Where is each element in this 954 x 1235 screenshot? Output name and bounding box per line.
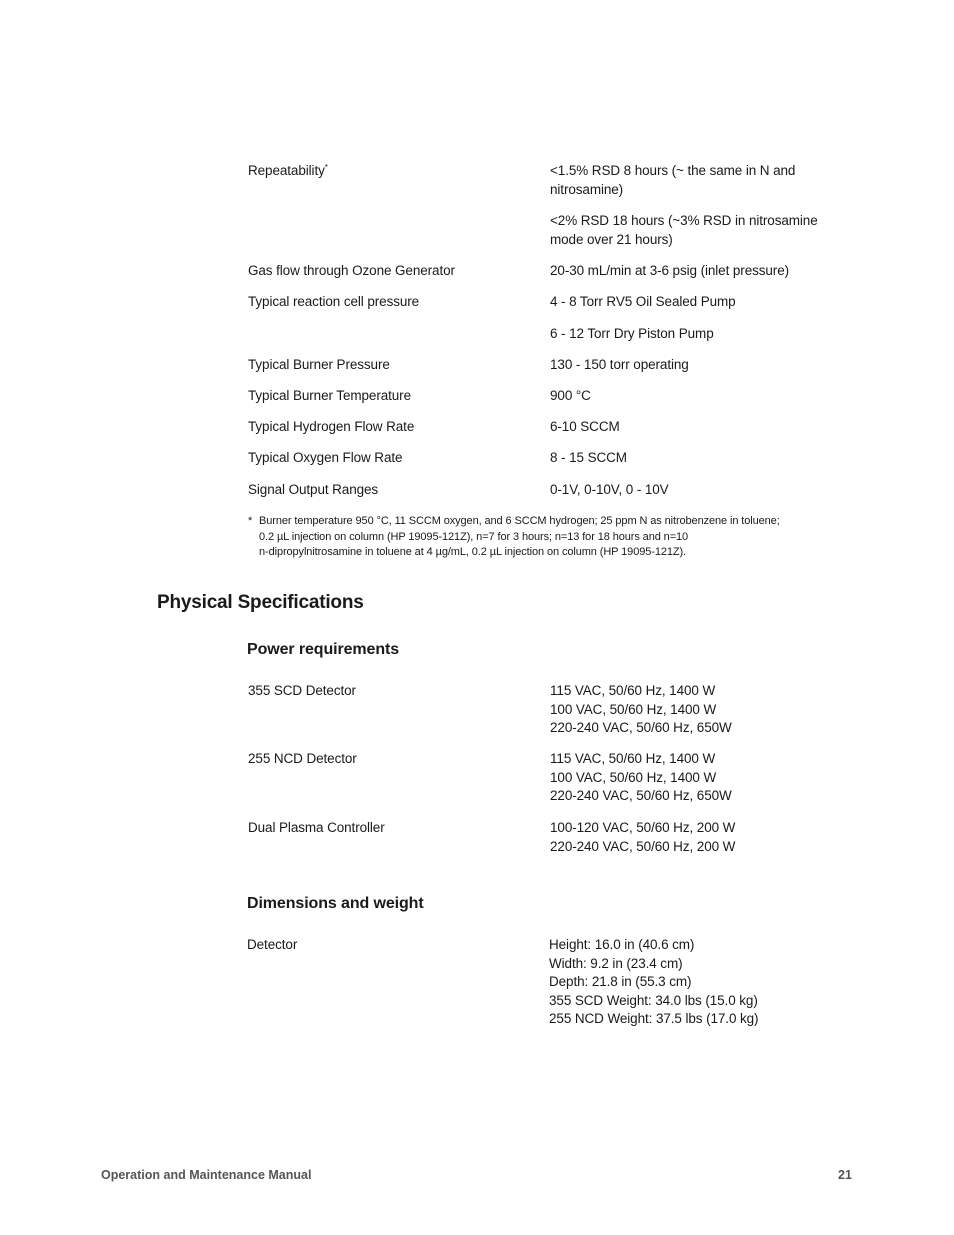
- power-values-dual-plasma-controller: 100-120 VAC, 50/60 Hz, 200 W 220-240 VAC, 50/60 Hz, 200 W: [550, 820, 736, 854]
- power-label-355-scd: 355 SCD Detector: [248, 683, 356, 698]
- dimensions-values-detector: Height: 16.0 in (40.6 cm) Width: 9.2 in (23.4 cm) Depth: 21.8 in (55.3 cm) 355 SCD Weight: 34.0 lbs (15.0 kg) 255 NCD Weight: 37.5 lbs (17.0 kg): [549, 937, 759, 1026]
- spec-value-signal-output: 0-1V, 0-10V, 0 - 10V: [550, 482, 669, 497]
- power-values-355-scd: 115 VAC, 50/60 Hz, 1400 W 100 VAC, 50/60 Hz, 1400 W 220-240 VAC, 50/60 Hz, 650W: [550, 683, 732, 735]
- footnote-marker: *: [248, 515, 253, 527]
- footer-manual-title: Operation and Maintenance Manual: [101, 1168, 312, 1182]
- power-values-255-ncd: 115 VAC, 50/60 Hz, 1400 W 100 VAC, 50/60 Hz, 1400 W 220-240 VAC, 50/60 Hz, 650W: [550, 751, 732, 803]
- spec-label-repeatability: Repeatability*: [248, 163, 328, 178]
- spec-value-burner-pressure: 130 - 150 torr operating: [550, 357, 689, 372]
- spec-label-reaction-cell-pressure: Typical reaction cell pressure: [248, 294, 420, 309]
- spec-label-burner-pressure: Typical Burner Pressure: [248, 357, 390, 372]
- spec-value-gas-flow: 20-30 mL/min at 3-6 psig (inlet pressure): [550, 263, 790, 278]
- footer-page-number: 21: [838, 1168, 852, 1182]
- dimensions-label-detector: Detector: [247, 937, 298, 952]
- footnote-ref: *: [324, 163, 328, 172]
- power-label-255-ncd: 255 NCD Detector: [248, 751, 357, 766]
- spec-value-hydrogen-flow: 6-10 SCCM: [550, 419, 620, 434]
- spec-value-reaction-cell-pressure-oil: 4 - 8 Torr RV5 Oil Sealed Pump: [550, 294, 736, 309]
- spec-label-signal-output: Signal Output Ranges: [248, 482, 379, 497]
- subsection-heading-dimensions-weight: Dimensions and weight: [247, 895, 424, 912]
- spec-value-reaction-cell-pressure-dry: 6 - 12 Torr Dry Piston Pump: [550, 326, 714, 341]
- spec-label-hydrogen-flow: Typical Hydrogen Flow Rate: [248, 419, 415, 434]
- spec-value-repeatability-18h: <2% RSD 18 hours (~3% RSD in nitrosamine mode over 21 hours): [550, 213, 818, 247]
- subsection-heading-power-requirements: Power requirements: [247, 641, 400, 658]
- spec-label-gas-flow: Gas flow through Ozone Generator: [248, 263, 455, 278]
- spec-value-repeatability-8h: <1.5% RSD 8 hours (~ the same in N and nitrosamine): [550, 163, 796, 197]
- spec-value-burner-temperature: 900 °C: [550, 388, 591, 403]
- spec-label-burner-temperature: Typical Burner Temperature: [248, 388, 411, 403]
- footnote-text: Burner temperature 950 °C, 11 SCCM oxygen, and 6 SCCM hydrogen; 25 ppm N as nitrobenzene in toluene; 0.2 µL injection on column (HP 19095-121Z), n=7 for 3 hours; n=13 for 18 hours and n=10 n-dipropylnitrosamine in toluene at 4 µg/mL, 0.2 µL injection on column (HP 19095-121Z).: [259, 515, 780, 559]
- power-label-dual-plasma-controller: Dual Plasma Controller: [248, 820, 385, 835]
- section-heading-physical-specifications: Physical Specifications: [157, 592, 364, 613]
- spec-value-oxygen-flow: 8 - 15 SCCM: [550, 450, 627, 465]
- spec-label-oxygen-flow: Typical Oxygen Flow Rate: [248, 450, 403, 465]
